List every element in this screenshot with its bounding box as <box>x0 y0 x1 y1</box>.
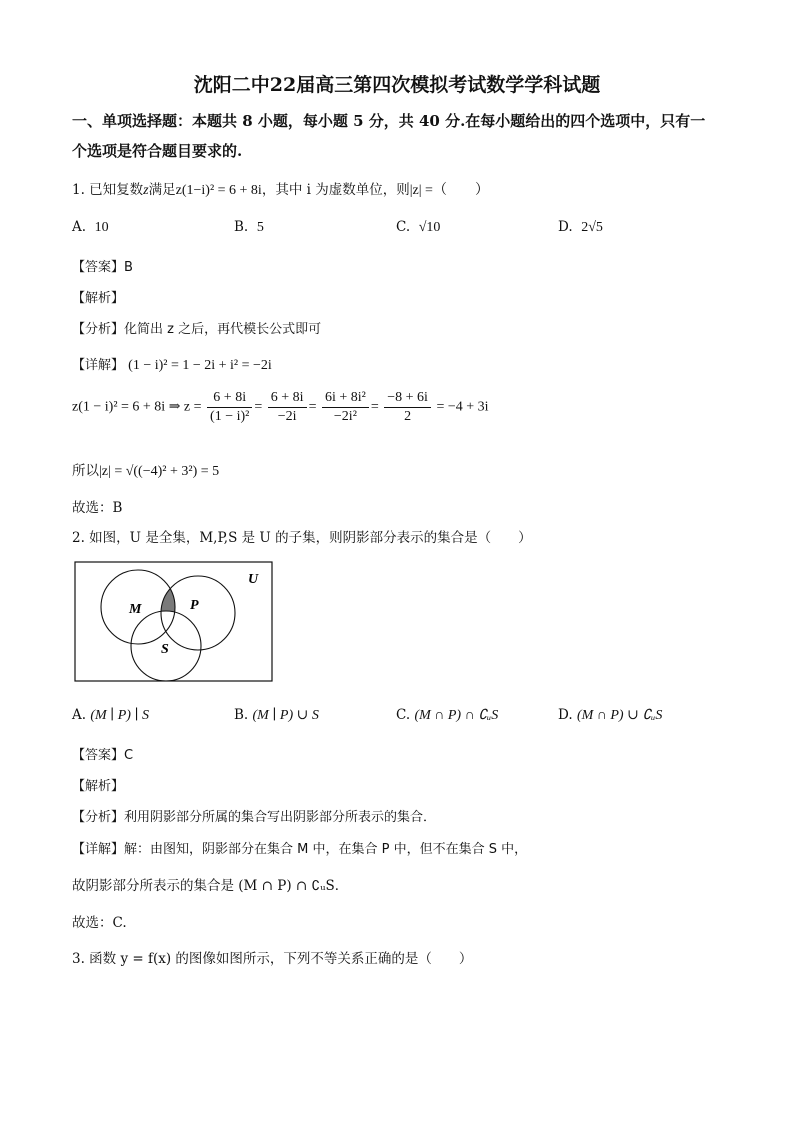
option-text: (M ∩ P) ∪ ∁ᵤS <box>576 708 663 723</box>
q2-fenxi <box>72 806 436 825</box>
fraction-denominator: 2 <box>404 409 412 424</box>
q1-stem-abs: |z| =（ ） <box>409 183 489 198</box>
q1-fenxi <box>72 318 321 337</box>
option-letter: B. <box>234 707 249 723</box>
fenxi-tag: 【分析】 <box>72 810 125 825</box>
option-letter: A. <box>72 707 87 723</box>
option-letter: C. <box>396 219 411 235</box>
venn-label-u: U <box>248 572 259 587</box>
q2-analysis-tag: 【解析】 <box>72 779 125 794</box>
q1-derivation: z(1 − i)² = 6 + 8i ⇒ z = $\frac{6 + 8i}{\text{(1 − i)²}}$ = $\frac{6 + 8i}{-2i}$ = $\frac{\text{6i + 8i²}}{\text{−2i²}}$ = $\frac{-8 + 6i}{2}$ = −4 + 3i <box>72 390 489 424</box>
q2-option-c <box>396 707 498 724</box>
q2-detail-2: 故阴影部分所表示的集合是 (M ∩ P) ∩ ∁ᵤS． <box>72 878 349 894</box>
detail-tag: 【详解】 <box>72 358 125 373</box>
answer-value: B <box>124 260 133 275</box>
fenxi-tag: 【分析】 <box>72 322 125 337</box>
option-letter: C. <box>396 707 411 723</box>
q1-stem-equation: z(1−i)² = 6 + 8i <box>175 183 262 198</box>
q2-answer <box>72 744 133 763</box>
option-letter: D. <box>558 707 573 723</box>
fraction-4 <box>384 390 431 425</box>
fraction-3 <box>322 390 369 425</box>
q2-option-b <box>234 707 319 724</box>
q2-detail <box>72 838 527 857</box>
detail-tag: 【详解】 <box>72 842 125 857</box>
derivation-result: = −4 + 3i <box>436 399 489 415</box>
option-text: (M ∩ P) ∩ ∁ᵤS <box>414 708 499 723</box>
answer-value: C <box>124 748 134 763</box>
q1-option-d <box>558 219 603 236</box>
page-title: 沈阳二中22届高三第四次模拟考试数学学科试题 <box>193 74 601 96</box>
fenxi-text: 化简出 z 之后，再代模长公式即可 <box>124 322 322 337</box>
venn-label-m: M <box>129 602 142 617</box>
section-header-line2: 个选项是符合题目要求的. <box>72 142 243 160</box>
q2-option-d <box>558 707 662 724</box>
option-text: (M ∣ P) ∪ S <box>252 708 319 723</box>
fraction-denominator: −2i <box>277 409 297 424</box>
derivation-start: z(1 − i)² = 6 + 8i ⇒ z = <box>72 399 202 415</box>
modulus-prefix: 所以 <box>72 463 99 479</box>
fraction-numerator: 6i + 8i² <box>322 390 369 408</box>
answer-tag: 【答案】 <box>72 260 125 275</box>
q1-stem-z: z <box>143 183 149 198</box>
q1-modulus <box>72 459 219 480</box>
option-text: √10 <box>418 220 441 235</box>
q1-analysis-tag: 【解析】 <box>72 291 125 306</box>
q1-stem-post: ，其中 i 为虚数单位，则 <box>261 182 410 198</box>
q2-option-a <box>72 707 149 724</box>
fraction-numerator: −8 + 6i <box>384 390 431 408</box>
fraction-2 <box>268 390 307 425</box>
fraction-denominator: −2i² <box>333 409 357 424</box>
detail-line1: (1 − i)² = 1 − 2i + i² = −2i <box>128 358 272 373</box>
modulus-formula: |z| = √((−4)² + 3²) = 5 <box>99 464 220 479</box>
q1-option-c <box>396 219 440 236</box>
fenxi-text: 利用阴影部分所属的集合写出阴影部分所表示的集合． <box>124 810 437 825</box>
option-text: 5 <box>256 220 264 235</box>
q1-stem-pre: 1. 已知复数 <box>72 182 144 198</box>
q1-choose: 故选：B <box>72 500 123 516</box>
option-letter: A. <box>72 219 87 235</box>
option-letter: D. <box>558 219 573 235</box>
option-text: 2√5 <box>581 220 603 235</box>
q3-stem: 3. 函数 y = f(x) 的图像如图所示，下列不等关系正确的是（ ） <box>72 951 473 967</box>
q1-answer <box>72 256 133 275</box>
venn-label-p: P <box>190 598 199 613</box>
fraction-1 <box>207 390 252 425</box>
q2-choose: 故选：C. <box>72 915 127 931</box>
option-text: 10 <box>94 220 109 235</box>
detail-text: 解：由图知，阴影部分在集合 M 中，在集合 P 中，但不在集合 S 中， <box>124 842 528 857</box>
venn-diagram <box>74 561 274 683</box>
q1-option-a <box>72 219 109 236</box>
q2-stem: 2. 如图，U 是全集，M,P,S 是 U 的子集，则阴影部分表示的集合是（ ） <box>72 530 532 546</box>
q1-stem-mid: 满足 <box>148 182 176 198</box>
section-header-line1: 一、单项选择题：本题共 8 小题，每小题 5 分，共 40 分.在每小题给出的四个选项中，只有一 <box>72 112 706 130</box>
fraction-denominator: (1 − i)² <box>210 409 250 424</box>
q1-option-b <box>234 219 264 236</box>
answer-tag: 【答案】 <box>72 748 125 763</box>
venn-label-s: S <box>161 642 169 657</box>
fraction-numerator: 6 + 8i <box>207 390 252 408</box>
q1-stem <box>72 178 489 199</box>
q1-detail <box>72 354 272 374</box>
option-text: (M ∣ P) ∣ S <box>90 708 150 723</box>
fraction-numerator: 6 + 8i <box>268 390 307 408</box>
option-letter: B. <box>234 219 249 235</box>
